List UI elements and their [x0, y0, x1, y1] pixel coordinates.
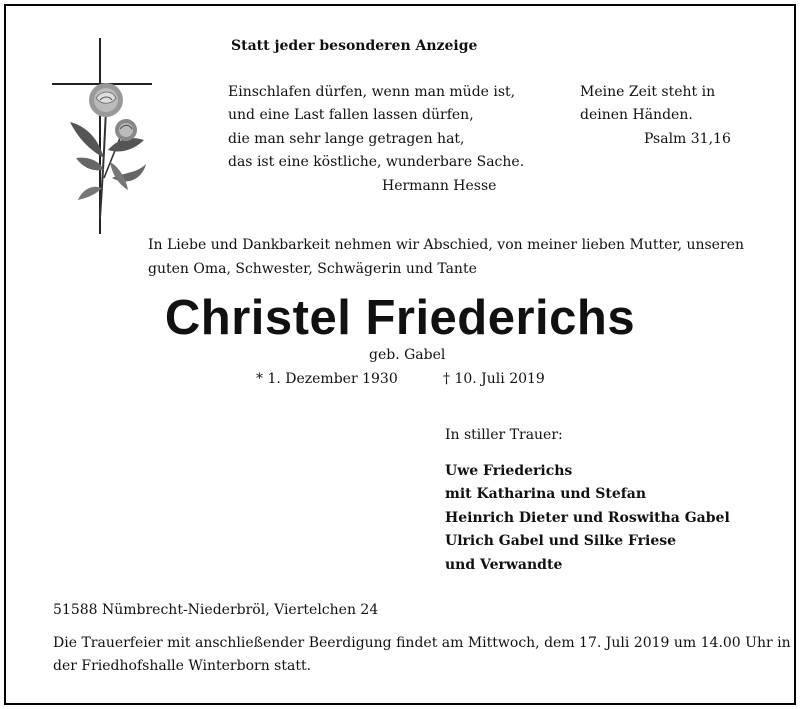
- intro-text: [148, 234, 744, 281]
- mourner-entry: mit Katharina und Stefan: [445, 486, 647, 503]
- poem-line: Einschlafen dürfen, wenn man müde ist,: [228, 84, 516, 100]
- mourner-entry: Uwe Friederichs: [445, 463, 573, 479]
- poem-line: das ist eine köstliche, wunderbare Sache.: [228, 154, 525, 171]
- deceased-name: Christel Friederichs: [164, 291, 636, 345]
- poem-line: die man sehr lange getragen hat,: [228, 130, 465, 147]
- poem-author: Hermann Hesse: [382, 177, 497, 194]
- birth-name: geb. Gabel: [369, 347, 446, 363]
- intro-line: In Liebe und Dankbarkeit nehmen wir Abschied, von meiner lieben Mutter, unseren: [148, 237, 744, 253]
- psalm-reference: Psalm 31,16: [644, 130, 731, 147]
- poem-line: und eine Last fallen lassen dürfen,: [228, 107, 474, 124]
- intro-line: guten Oma, Schwester, Schwägerin und Tante: [148, 260, 477, 277]
- poem-block: [228, 81, 524, 198]
- address: 51588 Nümbrecht-Niederbröl, Viertelchen 24: [53, 602, 379, 618]
- funeral-line: Die Trauerfeier mit anschließender Beerdigung findet am Mittwoch, dem 17. Juli 2019 um 14.00 Uhr in: [53, 635, 791, 651]
- mourning-label: In stiller Trauer:: [445, 427, 563, 443]
- birth-date: * 1. Dezember 1930: [256, 371, 398, 387]
- mourner-entry: und Verwandte: [445, 556, 563, 573]
- psalm-block: [580, 81, 731, 151]
- notice-header: Statt jeder besonderen Anzeige: [231, 38, 478, 54]
- psalm-line: Meine Zeit steht in: [580, 84, 716, 100]
- psalm-line: deinen Händen.: [580, 107, 693, 124]
- death-date: † 10. Juli 2019: [443, 371, 545, 387]
- mourners-list: [445, 460, 730, 577]
- mourner-entry: Heinrich Dieter und Roswitha Gabel: [445, 509, 730, 526]
- funeral-line: der Friedhofshalle Winterborn statt.: [53, 658, 312, 675]
- mourner-entry: Ulrich Gabel und Silke Friese: [445, 533, 677, 550]
- funeral-notice: [53, 632, 791, 679]
- cross-with-rose-icon: [46, 38, 162, 238]
